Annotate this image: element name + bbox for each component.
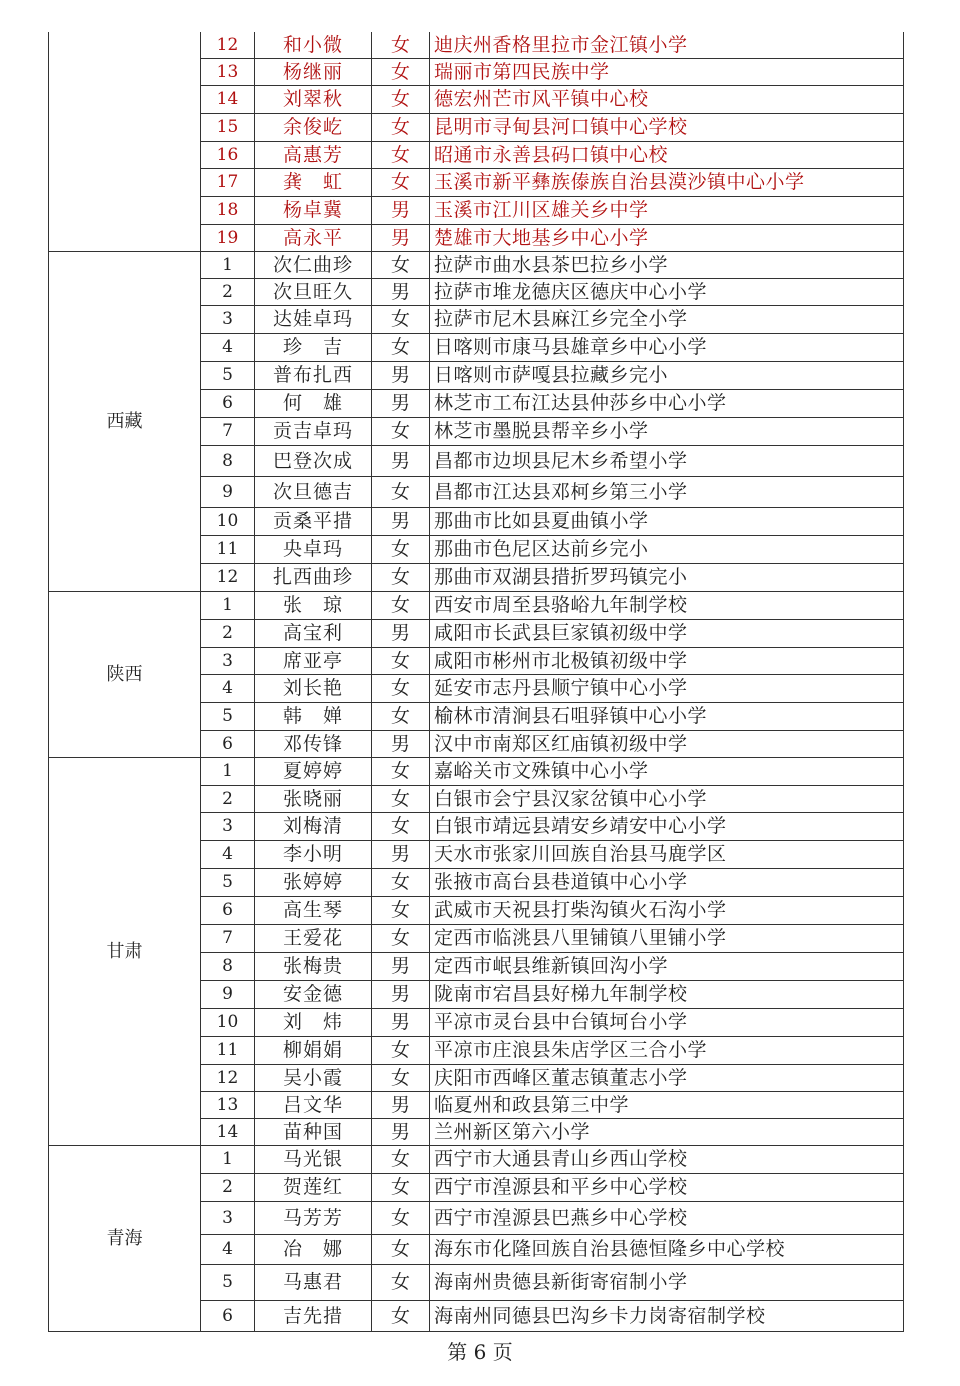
gender-cell: 男	[372, 1092, 430, 1119]
teacher-name: 安金德	[255, 981, 372, 1009]
gender-cell: 男	[372, 508, 430, 536]
teacher-name: 巴登次成	[255, 446, 372, 477]
gender-cell: 女	[372, 592, 430, 620]
gender-cell: 女	[372, 675, 430, 703]
province-cell: 西藏	[49, 252, 201, 592]
school-name: 咸阳市长武县巨家镇初级中学	[430, 620, 904, 648]
teacher-name: 吉先措	[255, 1301, 372, 1332]
teacher-name: 李小明	[255, 841, 372, 869]
school-name: 榆林市清涧县石咀驿镇中心小学	[430, 703, 904, 731]
row-number: 4	[201, 675, 255, 703]
teacher-name: 高生琴	[255, 897, 372, 925]
school-name: 楚雄市大地基乡中心小学	[430, 225, 904, 252]
gender-cell: 女	[372, 897, 430, 925]
province-cell	[49, 32, 201, 252]
gender-cell: 男	[372, 225, 430, 252]
teacher-name: 和小微	[255, 32, 372, 59]
gender-cell: 男	[372, 362, 430, 390]
row-number: 19	[201, 225, 255, 252]
teacher-name: 余俊屹	[255, 114, 372, 142]
school-name: 拉萨市堆龙德庆区德庆中心小学	[430, 279, 904, 306]
row-number: 7	[201, 925, 255, 953]
school-name: 林芝市工布江达县仲莎乡中心小学	[430, 390, 904, 418]
school-name: 张掖市高台县巷道镇中心小学	[430, 869, 904, 897]
teacher-name: 刘 炜	[255, 1009, 372, 1037]
row-number: 10	[201, 508, 255, 536]
teacher-name: 高惠芳	[255, 142, 372, 169]
teacher-name: 韩 婵	[255, 703, 372, 731]
teacher-name: 张梅贵	[255, 953, 372, 981]
teacher-name: 杨卓冀	[255, 197, 372, 225]
teacher-name: 邓传锋	[255, 731, 372, 758]
row-number: 3	[201, 1202, 255, 1235]
gender-cell: 女	[372, 813, 430, 841]
teacher-name: 央卓玛	[255, 536, 372, 564]
gender-cell: 女	[372, 114, 430, 142]
row-number: 3	[201, 813, 255, 841]
school-name: 拉萨市曲水县茶巴拉乡小学	[430, 252, 904, 279]
school-name: 陇南市宕昌县好梯九年制学校	[430, 981, 904, 1009]
gender-cell: 女	[372, 1301, 430, 1332]
gender-cell: 女	[372, 869, 430, 897]
row-number: 12	[201, 1065, 255, 1092]
row-number: 15	[201, 114, 255, 142]
gender-cell: 男	[372, 1119, 430, 1146]
row-number: 7	[201, 418, 255, 446]
school-name: 拉萨市尼木县麻江乡完全小学	[430, 306, 904, 334]
gender-cell: 女	[372, 142, 430, 169]
page-number: 第 6 页	[447, 1340, 513, 1364]
gender-cell: 女	[372, 1037, 430, 1065]
gender-cell: 女	[372, 536, 430, 564]
teacher-name: 普布扎西	[255, 362, 372, 390]
teacher-name: 吕文华	[255, 1092, 372, 1119]
row-number: 8	[201, 446, 255, 477]
school-name: 西安市周至县骆峪九年制学校	[430, 592, 904, 620]
school-name: 兰州新区第六小学	[430, 1119, 904, 1146]
school-name: 那曲市色尼区达前乡完小	[430, 536, 904, 564]
school-name: 嘉峪关市文殊镇中心小学	[430, 758, 904, 786]
school-name: 那曲市比如县夏曲镇小学	[430, 508, 904, 536]
gender-cell: 男	[372, 731, 430, 758]
school-name: 咸阳市彬州市北极镇初级中学	[430, 648, 904, 675]
row-number: 4	[201, 841, 255, 869]
teacher-name: 次仁曲珍	[255, 252, 372, 279]
gender-cell: 男	[372, 620, 430, 648]
gender-cell: 女	[372, 1146, 430, 1174]
school-name: 平凉市灵台县中台镇坷台小学	[430, 1009, 904, 1037]
school-name: 海东市化隆回族自治县德恒隆乡中心学校	[430, 1235, 904, 1265]
row-number: 6	[201, 731, 255, 758]
row-number: 4	[201, 334, 255, 362]
table-row	[49, 592, 904, 620]
row-number: 6	[201, 390, 255, 418]
row-number: 12	[201, 564, 255, 592]
gender-cell: 男	[372, 953, 430, 981]
teacher-name: 何 雄	[255, 390, 372, 418]
row-number: 5	[201, 1265, 255, 1301]
school-name: 延安市志丹县顺宁镇中心小学	[430, 675, 904, 703]
teacher-name: 张婷婷	[255, 869, 372, 897]
table-row	[49, 252, 904, 279]
teacher-name: 冶 娜	[255, 1235, 372, 1265]
gender-cell: 女	[372, 86, 430, 114]
school-name: 昌都市边坝县尼木乡希望小学	[430, 446, 904, 477]
gender-cell: 女	[372, 169, 430, 197]
teacher-name: 马芳芳	[255, 1202, 372, 1235]
gender-cell: 女	[372, 418, 430, 446]
school-name: 定西市岷县维新镇回沟小学	[430, 953, 904, 981]
row-number: 1	[201, 592, 255, 620]
teacher-name: 张 琼	[255, 592, 372, 620]
row-number: 8	[201, 953, 255, 981]
gender-cell: 女	[372, 252, 430, 279]
row-number: 16	[201, 142, 255, 169]
school-name: 迪庆州香格里拉市金江镇小学	[430, 32, 904, 59]
row-number: 13	[201, 1092, 255, 1119]
gender-cell: 女	[372, 32, 430, 59]
gender-cell: 男	[372, 446, 430, 477]
gender-cell: 女	[372, 1174, 430, 1202]
row-number: 5	[201, 362, 255, 390]
row-number: 2	[201, 786, 255, 813]
school-name: 林芝市墨脱县帮辛乡小学	[430, 418, 904, 446]
row-number: 9	[201, 981, 255, 1009]
row-number: 2	[201, 1174, 255, 1202]
teacher-name: 王爱花	[255, 925, 372, 953]
row-number: 3	[201, 306, 255, 334]
row-number: 1	[201, 1146, 255, 1174]
gender-cell: 女	[372, 334, 430, 362]
province-cell: 甘肃	[49, 758, 201, 1146]
gender-cell: 女	[372, 1235, 430, 1265]
awardee-table	[48, 32, 904, 1332]
teacher-name: 刘翠秋	[255, 86, 372, 114]
school-name: 天水市张家川回族自治县马鹿学区	[430, 841, 904, 869]
school-name: 玉溪市江川区雄关乡中学	[430, 197, 904, 225]
gender-cell: 女	[372, 477, 430, 508]
teacher-name: 高宝利	[255, 620, 372, 648]
row-number: 17	[201, 169, 255, 197]
school-name: 日喀则市康马县雄章乡中心小学	[430, 334, 904, 362]
row-number: 10	[201, 1009, 255, 1037]
school-name: 定西市临洮县八里铺镇八里铺小学	[430, 925, 904, 953]
row-number: 1	[201, 252, 255, 279]
row-number: 2	[201, 620, 255, 648]
province-cell: 青海	[49, 1146, 201, 1332]
teacher-name: 杨继丽	[255, 59, 372, 86]
gender-cell: 女	[372, 648, 430, 675]
school-name: 西宁市湟源县巴燕乡中心学校	[430, 1202, 904, 1235]
school-name: 武威市天祝县打柴沟镇火石沟小学	[430, 897, 904, 925]
row-number: 11	[201, 1037, 255, 1065]
school-name: 昭通市永善县码口镇中心校	[430, 142, 904, 169]
teacher-name: 贡吉卓玛	[255, 418, 372, 446]
teacher-name: 达娃卓玛	[255, 306, 372, 334]
teacher-name: 贡桑平措	[255, 508, 372, 536]
teacher-name: 刘长艳	[255, 675, 372, 703]
row-number: 5	[201, 703, 255, 731]
school-name: 玉溪市新平彝族傣族自治县漠沙镇中心小学	[430, 169, 904, 197]
teacher-name: 苗种国	[255, 1119, 372, 1146]
teacher-name: 次旦旺久	[255, 279, 372, 306]
teacher-name: 刘梅清	[255, 813, 372, 841]
gender-cell: 男	[372, 1009, 430, 1037]
teacher-name: 张晓丽	[255, 786, 372, 813]
school-name: 昆明市寻甸县河口镇中心学校	[430, 114, 904, 142]
school-name: 平凉市庄浪县朱店学区三合小学	[430, 1037, 904, 1065]
school-name: 海南州同德县巴沟乡卡力岗寄宿制学校	[430, 1301, 904, 1332]
row-number: 1	[201, 758, 255, 786]
gender-cell: 男	[372, 981, 430, 1009]
teacher-name: 马惠君	[255, 1265, 372, 1301]
school-name: 临夏州和政县第三中学	[430, 1092, 904, 1119]
gender-cell: 女	[372, 925, 430, 953]
teacher-name: 席亚亭	[255, 648, 372, 675]
row-number: 14	[201, 1119, 255, 1146]
gender-cell: 男	[372, 197, 430, 225]
school-name: 海南州贵德县新街寄宿制小学	[430, 1265, 904, 1301]
teacher-name: 龚 虹	[255, 169, 372, 197]
row-number: 11	[201, 536, 255, 564]
row-number: 2	[201, 279, 255, 306]
row-number: 6	[201, 897, 255, 925]
school-name: 那曲市双湖县措折罗玛镇完小	[430, 564, 904, 592]
teacher-name: 夏婷婷	[255, 758, 372, 786]
row-number: 3	[201, 648, 255, 675]
school-name: 德宏州芒市风平镇中心校	[430, 86, 904, 114]
teacher-name: 扎西曲珍	[255, 564, 372, 592]
school-name: 日喀则市萨嘎县拉藏乡完小	[430, 362, 904, 390]
gender-cell: 女	[372, 59, 430, 86]
row-number: 14	[201, 86, 255, 114]
gender-cell: 女	[372, 1265, 430, 1301]
row-number: 9	[201, 477, 255, 508]
school-name: 西宁市大通县青山乡西山学校	[430, 1146, 904, 1174]
school-name: 西宁市湟源县和平乡中心学校	[430, 1174, 904, 1202]
gender-cell: 男	[372, 279, 430, 306]
gender-cell: 女	[372, 306, 430, 334]
teacher-name: 马光银	[255, 1146, 372, 1174]
teacher-name: 吴小霞	[255, 1065, 372, 1092]
gender-cell: 女	[372, 1065, 430, 1092]
row-number: 13	[201, 59, 255, 86]
teacher-name: 次旦德吉	[255, 477, 372, 508]
gender-cell: 女	[372, 1202, 430, 1235]
gender-cell: 男	[372, 390, 430, 418]
school-name: 庆阳市西峰区董志镇董志小学	[430, 1065, 904, 1092]
row-number: 4	[201, 1235, 255, 1265]
table-row	[49, 32, 904, 59]
row-number: 18	[201, 197, 255, 225]
table-row	[49, 1146, 904, 1174]
gender-cell: 女	[372, 564, 430, 592]
row-number: 6	[201, 1301, 255, 1332]
gender-cell: 女	[372, 703, 430, 731]
row-number: 5	[201, 869, 255, 897]
teacher-name: 珍 吉	[255, 334, 372, 362]
table-body	[49, 32, 904, 1332]
teacher-name: 高永平	[255, 225, 372, 252]
school-name: 白银市靖远县靖安乡靖安中心小学	[430, 813, 904, 841]
teacher-name: 柳娟娟	[255, 1037, 372, 1065]
teacher-name: 贺莲红	[255, 1174, 372, 1202]
gender-cell: 女	[372, 786, 430, 813]
school-name: 汉中市南郑区红庙镇初级中学	[430, 731, 904, 758]
gender-cell: 女	[372, 758, 430, 786]
school-name: 白银市会宁县汉家岔镇中心小学	[430, 786, 904, 813]
row-number: 12	[201, 32, 255, 59]
gender-cell: 男	[372, 841, 430, 869]
province-cell: 陕西	[49, 592, 201, 758]
school-name: 昌都市江达县邓柯乡第三小学	[430, 477, 904, 508]
school-name: 瑞丽市第四民族中学	[430, 59, 904, 86]
table-row	[49, 758, 904, 786]
